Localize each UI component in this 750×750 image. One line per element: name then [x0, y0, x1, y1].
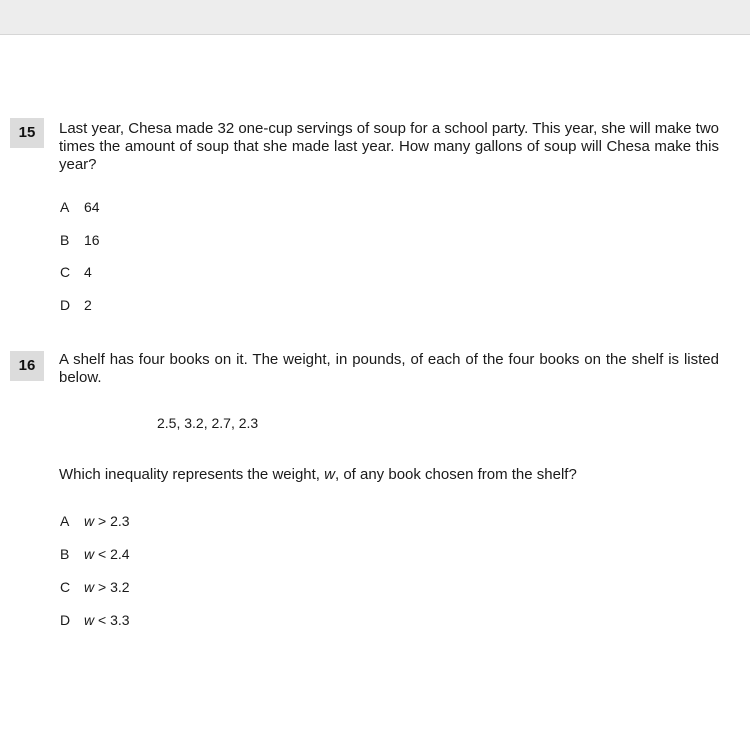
choice-value: 2.4 — [110, 546, 130, 562]
prompt-text-after: , of any book chosen from the shelf? — [334, 466, 577, 483]
answer-choice-b[interactable] — [60, 545, 130, 563]
choice-letter: A — [60, 199, 70, 215]
prompt-text-before: Which inequality represents the weight, — [59, 466, 325, 483]
choice-letter: A — [60, 513, 70, 529]
choice-letter: B — [60, 232, 70, 248]
question-prompt — [59, 466, 577, 484]
choice-letter: B — [60, 546, 70, 562]
choice-letter: C — [60, 579, 71, 595]
choice-letter: D — [60, 297, 71, 313]
choice-value: 64 — [84, 199, 100, 215]
question-number: 16 — [10, 351, 44, 381]
prompt-variable: w — [324, 466, 335, 483]
choice-operator: > — [98, 513, 107, 529]
question-number: 15 — [10, 118, 44, 148]
question-text: A shelf has four books on it. The weight, in pounds, of each of the four books on the shelf is listed below. — [59, 351, 719, 386]
choice-operator: > — [98, 579, 107, 595]
choice-value: 16 — [84, 232, 100, 248]
choice-variable: w — [84, 612, 95, 628]
book-weights-list: 2.5, 3.2, 2.7, 2.3 — [157, 415, 259, 431]
choice-value: 2.3 — [110, 513, 130, 529]
choice-value: 3.3 — [110, 612, 130, 628]
choice-operator: < — [98, 546, 107, 562]
choice-value: 3.2 — [110, 579, 130, 595]
answer-choice-c[interactable] — [60, 578, 130, 596]
choice-value: 2 — [84, 297, 92, 313]
answer-choice-c[interactable] — [60, 263, 92, 281]
answer-choice-a[interactable] — [60, 512, 130, 530]
choice-letter: C — [60, 264, 71, 280]
choice-variable: w — [84, 579, 95, 595]
choice-variable: w — [84, 513, 95, 529]
choice-variable: w — [84, 546, 95, 562]
answer-choice-b[interactable] — [60, 231, 100, 249]
answer-choice-d[interactable] — [60, 296, 92, 314]
choice-operator: < — [98, 612, 107, 628]
choice-value: 4 — [84, 264, 92, 280]
answer-choice-a[interactable] — [60, 198, 100, 216]
answer-choice-d[interactable] — [60, 611, 130, 629]
question-text: Last year, Chesa made 32 one-cup servings of soup for a school party. This year, she will make two times the amount of soup that she made last year. How many gallons of soup will Chesa make this year? — [59, 120, 719, 173]
choice-letter: D — [60, 612, 71, 628]
top-toolbar — [0, 0, 750, 35]
